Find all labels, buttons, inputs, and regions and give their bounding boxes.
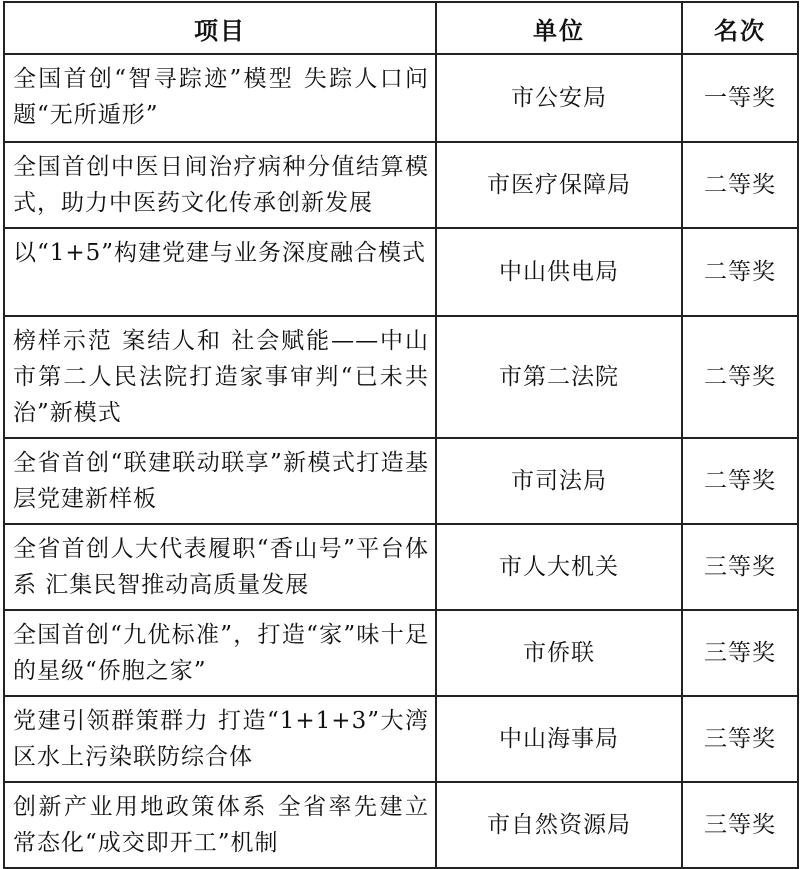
- rank-cell: 二等奖: [682, 438, 798, 524]
- rank-cell: 三等奖: [682, 610, 798, 696]
- project-cell: 党建引领群策群力 打造“1+1+3”大湾区水上污染联防综合体: [4, 696, 436, 782]
- project-cell: 全国首创“智寻踪迹”模型 失踪人口问题“无所遁形”: [4, 54, 436, 142]
- rank-cell: 三等奖: [682, 782, 798, 868]
- table-row: [4, 142, 798, 228]
- awards-table: [3, 1, 799, 869]
- project-cell: 全国首创“九优标准”，打造“家”味十足的星级“侨胞之家”: [4, 610, 436, 696]
- project-cell: 创新产业用地政策体系 全省率先建立常态化“成交即开工”机制: [4, 782, 436, 868]
- rank-cell: 二等奖: [682, 316, 798, 438]
- project-cell: 榜样示范 案结人和 社会赋能——中山市第二人民法院打造家事审判“已未共治”新模式: [4, 316, 436, 438]
- unit-cell: 市人大机关: [436, 524, 682, 610]
- rank-cell: 三等奖: [682, 524, 798, 610]
- table-row: [4, 782, 798, 868]
- table-row: [4, 438, 798, 524]
- unit-cell: 市医疗保障局: [436, 142, 682, 228]
- unit-cell: 市自然资源局: [436, 782, 682, 868]
- project-cell: 全国首创中医日间治疗病种分值结算模式，助力中医药文化传承创新发展: [4, 142, 436, 228]
- unit-cell: 市第二法院: [436, 316, 682, 438]
- table-row: [4, 696, 798, 782]
- table-row: [4, 524, 798, 610]
- table-row: [4, 54, 798, 142]
- rank-cell: 二等奖: [682, 228, 798, 316]
- rank-cell: 三等奖: [682, 696, 798, 782]
- table-row: [4, 316, 798, 438]
- unit-cell: 中山供电局: [436, 228, 682, 316]
- header-unit: 单位: [436, 2, 682, 54]
- header-row: [4, 2, 798, 54]
- header-rank: 名次: [682, 2, 798, 54]
- unit-cell: 市公安局: [436, 54, 682, 142]
- header-project: 项目: [4, 2, 436, 54]
- project-cell: 全省首创人大代表履职“香山号”平台体系 汇集民智推动高质量发展: [4, 524, 436, 610]
- table-row: [4, 228, 798, 316]
- unit-cell: 市侨联: [436, 610, 682, 696]
- project-cell: 全省首创“联建联动联享”新模式打造基层党建新样板: [4, 438, 436, 524]
- table-row: [4, 610, 798, 696]
- unit-cell: 中山海事局: [436, 696, 682, 782]
- rank-cell: 二等奖: [682, 142, 798, 228]
- project-cell: 以“1+5”构建党建与业务深度融合模式: [4, 228, 436, 316]
- rank-cell: 一等奖: [682, 54, 798, 142]
- unit-cell: 市司法局: [436, 438, 682, 524]
